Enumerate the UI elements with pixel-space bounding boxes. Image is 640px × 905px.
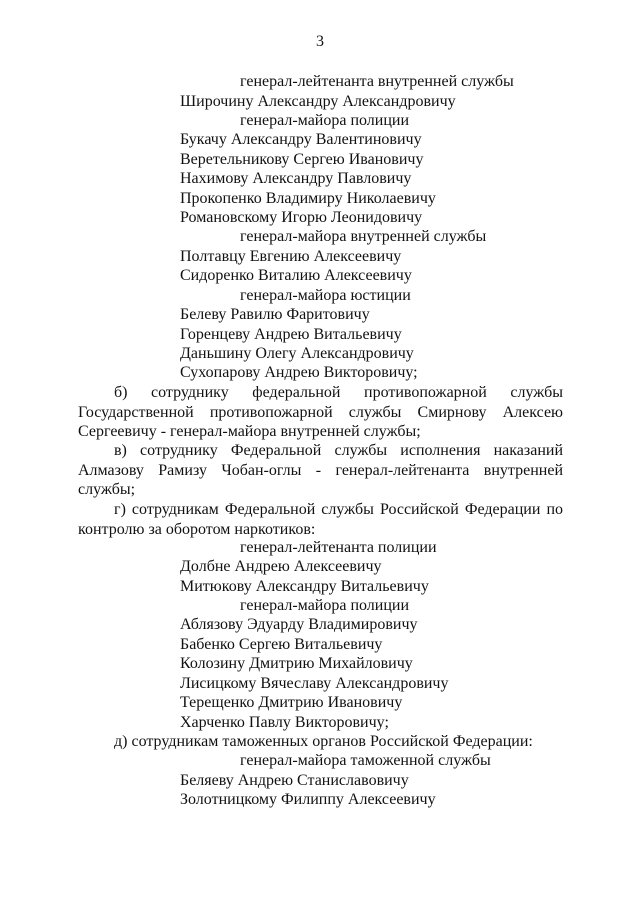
paragraph-g-text: г) сотрудникам Федеральной службы Российской Федерации по контролю за оборотом наркотиков:: [78, 501, 563, 538]
name-line: Беляеву Андрею Станиславовичу: [180, 772, 409, 789]
paragraph-b-text: б) сотруднику федеральной противопожарной службы Государственной противопожарной службы Смирнову Алексею Сергеевичу - генерал-майора внутренней службы;: [78, 384, 563, 440]
name-line: Харченко Павлу Викторовичу;: [180, 714, 389, 731]
paragraph-v: [78, 441, 563, 500]
paragraph-b: [78, 383, 563, 442]
page-number: 3: [316, 33, 324, 50]
name-line: Митюкову Александру Витальевичу: [180, 578, 429, 595]
name-line: Сидоренко Виталию Алексеевичу: [180, 267, 412, 284]
name-line: Колозину Дмитрию Михайловичу: [180, 655, 413, 672]
name-line: Золотницкому Филиппу Алексеевичу: [180, 791, 436, 808]
rank-line: генерал-лейтенанта полиции: [240, 539, 437, 556]
paragraph-v-text: в) сотруднику Федеральной службы исполнения наказаний Алмазову Рамизу Чобан-оглы - генерал-лейтенанта внутренней службы;: [78, 442, 563, 498]
rank-line: генерал-лейтенанта внутренней службы: [240, 73, 514, 90]
rank-line: генерал-майора внутренней службы: [240, 228, 487, 245]
name-line: Нахимову Александру Павловичу: [180, 170, 412, 187]
paragraph-g: [78, 500, 563, 539]
name-line: Букачу Александру Валентиновичу: [180, 131, 422, 148]
name-line: Полтавцу Евгению Алексеевичу: [180, 248, 402, 265]
paragraph-d: д) сотрудникам таможенных органов Российской Федерации:: [114, 733, 533, 750]
name-line: Аблязову Эдуарду Владимировичу: [180, 616, 418, 633]
name-line: Долбне Андрею Алексеевичу: [180, 558, 382, 575]
rank-line: генерал-майора юстиции: [240, 287, 411, 304]
rank-line: генерал-майора полиции: [240, 597, 410, 614]
name-line: Бабенко Сергею Витальевичу: [180, 636, 383, 653]
name-line: Широчину Александру Александровичу: [180, 93, 456, 110]
rank-line: генерал-майора таможенной службы: [240, 752, 491, 769]
rank-line: генерал-майора полиции: [240, 112, 410, 129]
name-line: Лисицкому Вячеславу Александровичу: [180, 675, 449, 692]
name-line: Горенцеву Андрею Витальевичу: [180, 326, 402, 343]
name-line: Веретельникову Сергею Ивановичу: [180, 151, 424, 168]
name-line: Даньшину Олегу Александровичу: [180, 345, 414, 362]
name-line: Белеву Равилю Фаритовичу: [180, 306, 370, 323]
name-line: Романовскому Игорю Леонидовичу: [180, 209, 423, 226]
name-line: Прокопенко Владимиру Николаевичу: [180, 190, 436, 207]
name-line: Терещенко Дмитрию Ивановичу: [180, 694, 403, 711]
name-line: Сухопарову Андрею Викторовичу;: [180, 364, 418, 381]
